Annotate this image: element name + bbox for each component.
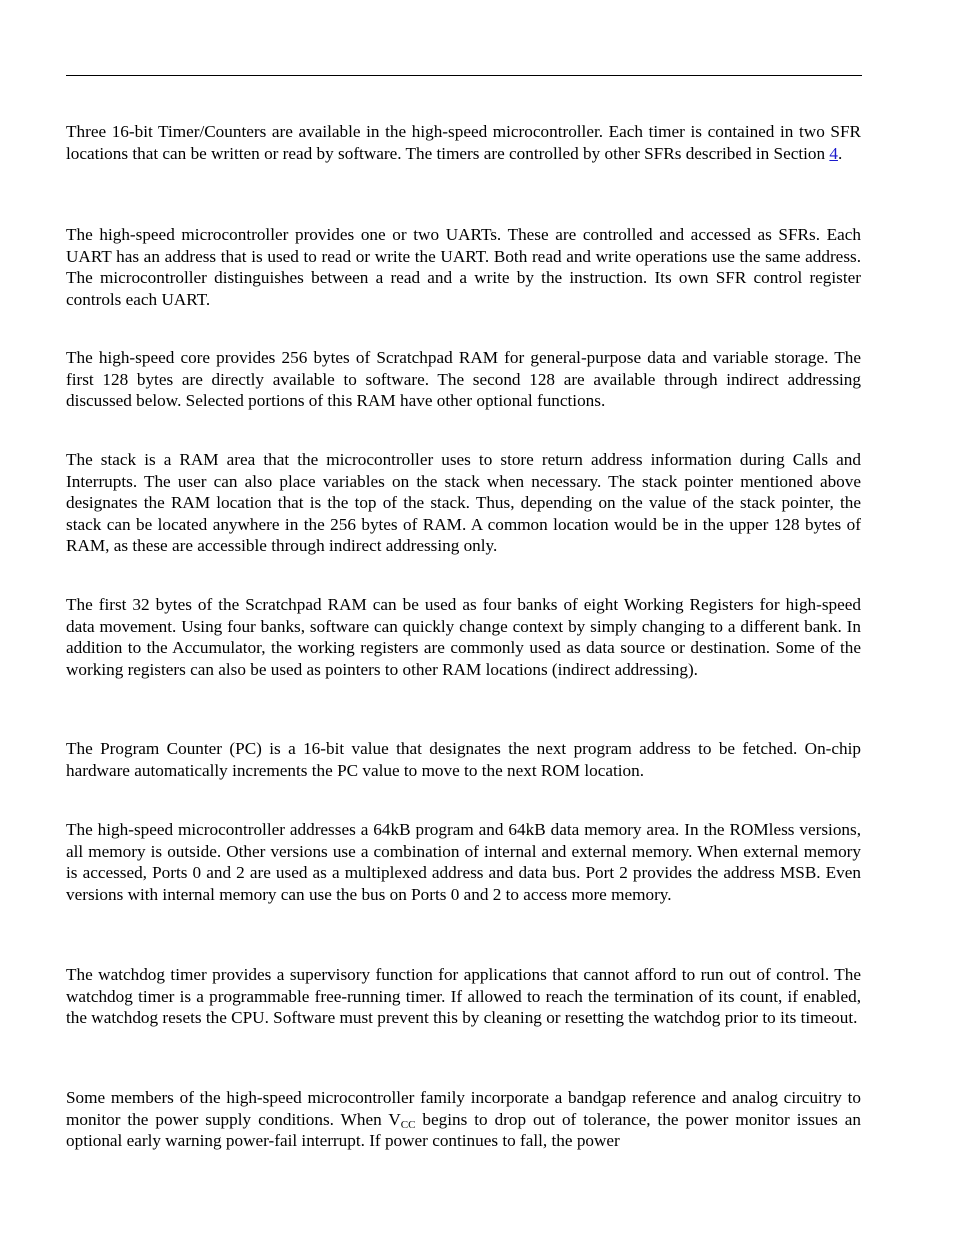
power-monitor-text: Some members of the high-speed microcontroller family incorporate a bandgap reference and analog circuitry to monitor the power supply conditions. When bbox=[66, 1088, 861, 1129]
section-4-link[interactable]: 4 bbox=[829, 143, 838, 163]
header-rule bbox=[66, 75, 862, 76]
timers-text-end: . bbox=[837, 143, 843, 163]
paragraph-timers bbox=[66, 121, 861, 164]
power-monitor-text-end: begins to drop out of tolerance, the power monitor issues an optional early warning power-fail interrupt. If power continues to fall, the power bbox=[66, 1109, 861, 1151]
vcc-subscript: CC bbox=[400, 1118, 416, 1131]
timers-text: Three 16-bit Timer/Counters are available in the high-speed microcontroller. Each timer is contained in two SFR locations that can be written or read by software. The timers are controlled by other SFRs described in Section bbox=[66, 122, 861, 163]
paragraph-memory: The high-speed microcontroller addresses a 64kB program and 64kB data memory area. In the ROMless versions, all memory is outside. Other versions use a combination of internal and external memory. When external memory is accessed, Ports 0 and 2 are used as a multiplexed address and data bus. Port 2 provides the address MSB. Even versions with internal memory can use the bus on Ports 0 and 2 to access more memory. bbox=[66, 820, 861, 904]
paragraph-power-monitor bbox=[66, 1087, 861, 1152]
paragraph-scratchpad-ram: The high-speed core provides 256 bytes of Scratchpad RAM for general-purpose data and variable storage. The first 128 bytes are directly available to software. The second 128 are available through indirect addressing discussed below. Selected portions of this RAM have other optional functions. bbox=[66, 348, 861, 411]
paragraph-stack: The stack is a RAM area that the microcontroller uses to store return address information during Calls and Interrupts. The user can also place variables on the stack when necessary. The stack pointer mentioned above designates the RAM location that is the top of the stack. Thus, depending on the value of the stack pointer, the stack can be located anywhere in the 256 bytes of RAM. A common location would be in the upper 128 bytes of RAM, as these are accessible through indirect addressing only. bbox=[66, 450, 861, 556]
paragraph-program-counter: The Program Counter (PC) is a 16-bit value that designates the next program address to be fetched. On-chip hardware automatically increments the PC value to move to the next ROM location. bbox=[66, 739, 861, 780]
paragraph-working-registers: The first 32 bytes of the Scratchpad RAM can be used as four banks of eight Working Registers for high-speed data movement. Using four banks, software can quickly change context by simply changing to a different bank. In addition to the Accumulator, the working registers are commonly used as data source or destination. Some of the working registers can also be used as pointers to other RAM locations (indirect addressing). bbox=[66, 595, 861, 679]
paragraph-uarts: The high-speed microcontroller provides one or two UARTs. These are controlled and accessed as SFRs. Each UART has an address that is used to read or write the UART. Both read and write operations use the same address. The microcontroller distinguishes between a read and a write by the instruction. Its own SFR control register controls each UART. bbox=[66, 225, 861, 309]
vcc-symbol: V bbox=[388, 1109, 401, 1129]
paragraph-watchdog: The watchdog timer provides a supervisory function for applications that cannot afford to run out of control. The watchdog timer is a programmable free-running timer. If allowed to reach the termination of its count, if enabled, the watchdog resets the CPU. Software must prevent this by cleaning or resetting the watchdog prior to its timeout. bbox=[66, 965, 861, 1028]
